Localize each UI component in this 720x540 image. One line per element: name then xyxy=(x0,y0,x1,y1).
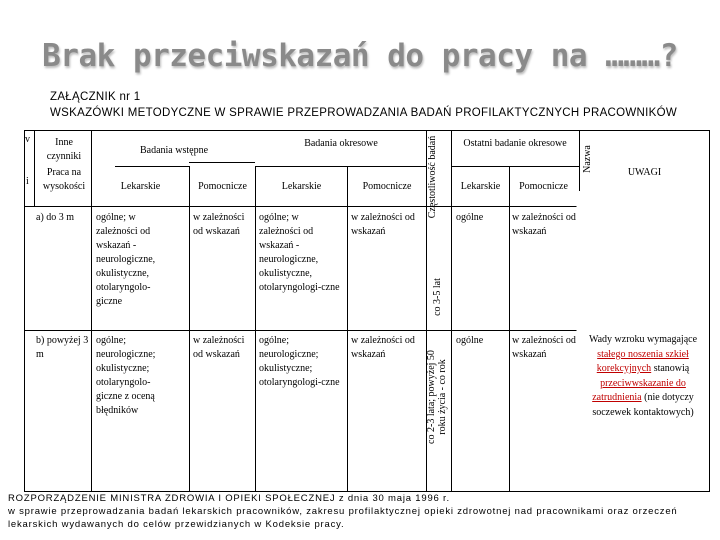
note-highlight-contraindication: przeciwwskazanie do zatrudnienia xyxy=(592,377,686,403)
header-work-at-height: Praca na wysokości xyxy=(42,167,86,192)
row-b-remarks xyxy=(577,333,709,420)
row-a-label: a) do 3 m xyxy=(36,212,75,223)
row-a-initial-auxiliary: w zależności od wskazań xyxy=(193,212,245,237)
note-part3: (nie dotyczy soczewek kontaktowych) xyxy=(592,392,694,418)
note-part2: stanowią xyxy=(651,363,690,374)
header-periodic-medical: Lekarskie xyxy=(281,181,322,192)
row-b-frequency-line2: roku życia - co rok xyxy=(437,359,448,435)
row-a-periodic-medical: ogólne; w zależności od wskazań - neurologiczne, okulistyczne, otolaryngologi-czne xyxy=(259,212,340,293)
header-initial-medical: Lekarskie xyxy=(120,181,161,192)
header-last-medical: Lekarskie xyxy=(460,181,501,192)
header-name: Nazwa xyxy=(582,145,593,173)
row-b-periodic-medical: ogólne; neurologiczne; okulistyczne; otolaryngologi-czne xyxy=(259,335,340,388)
header-periodic-auxiliary: Pomocnicze xyxy=(362,181,412,192)
row-b-periodic-auxiliary: w zależności od wskazań xyxy=(351,335,415,360)
row-b-frequency-line1: co 2-3 lata; powyżej 50 xyxy=(426,350,437,444)
document-heading: WSKAZÓWKI METODYCZNE W SPRAWIE PRZEPROWADZANIA BADAŃ PROFILAKTYCZNYCH PRACOWNIKÓW xyxy=(50,107,678,119)
row-a-frequency: co 3-5 lat xyxy=(432,278,443,316)
row-b-label: b) powyżej 3 m xyxy=(36,335,89,360)
regulation-footnote xyxy=(8,492,713,531)
attachment-label: ZAŁĄCZNIK nr 1 xyxy=(50,91,141,103)
regulation-description: w sprawie przeprowadzania badań lekarskich pracowników, zakresu profilaktycznej opieki zdrowotnej nad pracownikami oraz orzeczeń lekarskich wydawanych do celów przewidzianych w Kodeksie pracy. xyxy=(8,506,678,530)
note-highlight-lenses: stałego noszenia szkieł korekcyjnych xyxy=(596,348,689,374)
header-frequency: Częstotliwość badań xyxy=(427,135,438,219)
header-last-auxiliary: Pomocnicze xyxy=(519,181,568,192)
page-title: Brak przeciwskazań do pracy na ………? xyxy=(42,38,678,74)
row-b-last-medical: ogólne xyxy=(456,335,484,346)
header-other-factors: Inne czynniki xyxy=(46,137,82,162)
row-a-last-auxiliary: w zależności od wskazań xyxy=(512,212,576,237)
row-a-initial-medical: ogólne; w zależności od wskazań - neurologiczne, okulistyczne, otolaryngolo-giczne xyxy=(96,212,156,307)
header-initial-exams: Badania wstępne xyxy=(139,145,209,156)
regulation-title: ROZPORZĄDZENIE MINISTRA ZDROWIA I OPIEKI SPOŁECZNEJ z dnia 30 maja 1996 r. xyxy=(8,493,450,504)
header-fragment-i: i xyxy=(26,176,29,187)
header-remarks: UWAGI xyxy=(627,167,662,178)
row-b-initial-auxiliary: w zależności od wskazań xyxy=(193,335,245,360)
row-a-periodic-auxiliary: w zależności od wskazań xyxy=(351,212,415,237)
row-b-initial-medical: ogólne; neurologiczne; okulistyczne; otolaryngolo-giczne z oceną błędników xyxy=(96,335,156,416)
row-b-frequency xyxy=(426,333,450,461)
header-fragment-v: v xyxy=(25,134,30,145)
header-last-periodic: Ostatni badanie okresowe xyxy=(463,138,567,149)
row-b-last-auxiliary: w zależności od wskazań xyxy=(512,335,576,360)
header-initial-auxiliary: Pomocnicze xyxy=(198,181,247,192)
note-part1: Wady wzroku wymagające xyxy=(588,334,698,345)
row-a-last-medical: ogólne xyxy=(456,212,484,223)
header-periodic-exams: Badania okresowe xyxy=(304,138,378,149)
